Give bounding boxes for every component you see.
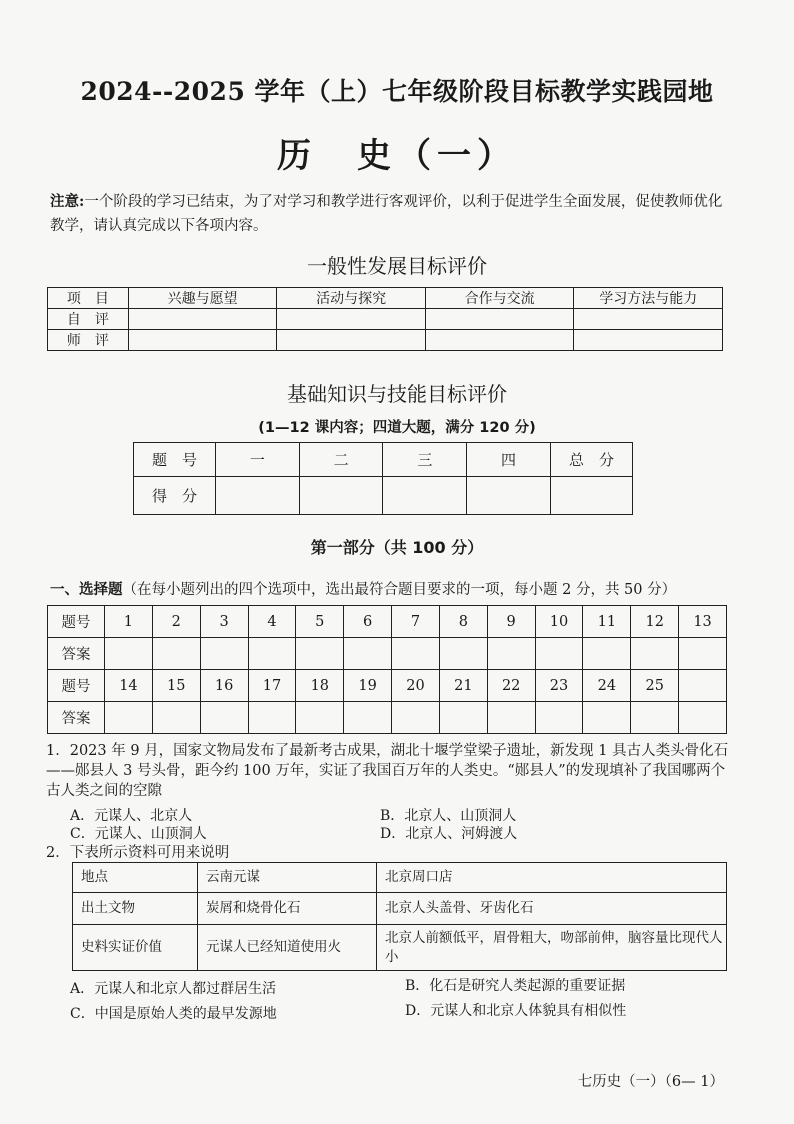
question-number-cell: 19 xyxy=(344,670,392,702)
basic-eval-subheading: (1—12 课内容；四道大题，满分 120 分) xyxy=(258,420,536,436)
answer-cell[interactable] xyxy=(392,702,440,734)
section1-note: （在每小题列出的四个选项中，选出最符合题目要求的一项，每小题 2 分，共 50 分） xyxy=(122,582,677,598)
answer-cell[interactable] xyxy=(487,702,535,734)
question-number-cell: 14 xyxy=(105,670,153,702)
row-label: 题号 xyxy=(48,670,105,702)
table-cell: 北京人头盖骨、牙齿化石 xyxy=(377,893,727,925)
question-number-cell: 3 xyxy=(200,606,248,638)
q2-option-a[interactable]: A．元谋人和北京人都过群居生活 xyxy=(70,981,277,997)
header-cell: 题 号 xyxy=(134,443,216,477)
notice-text: 一个阶段的学习已结束，为了对学习和教学进行客观评价，以利于促进学生全面发展，促使教师优化教学，请认真完成以下各项内容。 xyxy=(50,194,723,234)
question-number-cell: 8 xyxy=(439,606,487,638)
question-1 xyxy=(46,741,736,801)
score-cell[interactable] xyxy=(128,309,277,330)
answer-cell[interactable] xyxy=(152,638,200,670)
table-row xyxy=(48,330,723,351)
table-cell: 北京周口店 xyxy=(377,863,727,893)
score-cell[interactable] xyxy=(550,477,632,515)
header-cell: 三 xyxy=(383,443,467,477)
row-label: 题号 xyxy=(48,606,105,638)
row-label: 得 分 xyxy=(134,477,216,515)
score-cell[interactable] xyxy=(299,477,383,515)
table-cell: 地点 xyxy=(73,863,198,893)
header-cell: 项 目 xyxy=(48,288,129,309)
q1-option-a[interactable]: A．元谋人、北京人 xyxy=(70,808,193,824)
answer-cell[interactable] xyxy=(296,638,344,670)
answer-cell[interactable] xyxy=(439,702,487,734)
row-label: 师 评 xyxy=(48,330,129,351)
general-eval-heading: 一般性发展目标评价 xyxy=(307,254,487,278)
table-row xyxy=(73,925,727,971)
answer-cell[interactable] xyxy=(344,702,392,734)
answer-cell[interactable] xyxy=(152,702,200,734)
question-number-cell: 5 xyxy=(296,606,344,638)
score-cell[interactable] xyxy=(467,477,551,515)
table-cell: 炭屑和烧骨化石 xyxy=(198,893,377,925)
header-cell: 兴趣与愿望 xyxy=(128,288,277,309)
question-2-stem: 2．下表所示资料可用来说明 xyxy=(46,845,230,861)
question-1-stem: 1．2023 年 9 月，国家文物局发布了最新考古成果，湖北十堰学堂梁子遗址，新发现 1 具古人类头骨化石——郧县人 3 号头骨，距今约 100 万年，实证了我国百万年的人类史。“郧县人”的发现填补了我国哪两个古人类之间的空隙 xyxy=(46,743,729,799)
notice-label: 注意: xyxy=(50,193,85,210)
q1-option-d[interactable]: D．北京人、河姆渡人 xyxy=(380,826,518,842)
q2-option-d[interactable]: D．元谋人和北京人体貌具有相似性 xyxy=(405,1003,627,1019)
subject-title: 历 史（一） xyxy=(277,136,517,176)
basic-eval-heading: 基础知识与技能目标评价 xyxy=(287,382,507,406)
table-cell: 北京人前额低平，眉骨粗大，吻部前伸，脑容量比现代人小 xyxy=(377,925,727,971)
header-cell: 合作与交流 xyxy=(425,288,574,309)
table-row xyxy=(48,606,727,638)
answer-grid xyxy=(47,605,727,734)
answer-cell[interactable] xyxy=(583,638,631,670)
score-cell[interactable] xyxy=(574,309,723,330)
q2-source-table xyxy=(72,862,727,971)
table-cell: 云南元谋 xyxy=(198,863,377,893)
score-cell[interactable] xyxy=(277,330,426,351)
answer-cell[interactable] xyxy=(583,702,631,734)
question-number-cell: 15 xyxy=(152,670,200,702)
question-number-cell: 2 xyxy=(152,606,200,638)
table-cell: 元谋人已经知道使用火 xyxy=(198,925,377,971)
table-row xyxy=(48,670,727,702)
question-number-cell: 11 xyxy=(583,606,631,638)
table-row xyxy=(73,863,727,893)
answer-cell[interactable] xyxy=(535,702,583,734)
score-table xyxy=(133,442,633,515)
question-number-cell: 9 xyxy=(487,606,535,638)
header-cell: 总 分 xyxy=(550,443,632,477)
question-number-cell: 21 xyxy=(439,670,487,702)
answer-cell[interactable] xyxy=(105,638,153,670)
question-number-cell: 7 xyxy=(392,606,440,638)
question-number-cell xyxy=(679,670,727,702)
answer-cell[interactable] xyxy=(248,638,296,670)
page-footer: 七历史（一）（6— 1） xyxy=(577,1074,724,1090)
table-cell: 出土文物 xyxy=(73,893,198,925)
notice xyxy=(50,190,730,238)
score-cell[interactable] xyxy=(277,309,426,330)
answer-cell[interactable] xyxy=(631,638,679,670)
score-cell[interactable] xyxy=(425,330,574,351)
exam-title: 2024--2025 学年（上）七年级阶段目标教学实践园地 xyxy=(80,77,714,106)
header-cell: 二 xyxy=(299,443,383,477)
question-number-cell: 23 xyxy=(535,670,583,702)
question-number-cell: 13 xyxy=(679,606,727,638)
answer-cell[interactable] xyxy=(200,638,248,670)
table-row xyxy=(134,443,633,477)
q1-option-c[interactable]: C．元谋人、山顶洞人 xyxy=(70,826,207,842)
table-cell: 史料实证价值 xyxy=(73,925,198,971)
answer-cell[interactable] xyxy=(439,638,487,670)
answer-cell[interactable] xyxy=(487,638,535,670)
answer-cell[interactable] xyxy=(679,702,727,734)
question-number-cell: 12 xyxy=(631,606,679,638)
question-number-cell: 20 xyxy=(392,670,440,702)
answer-cell[interactable] xyxy=(248,702,296,734)
header-cell: 学习方法与能力 xyxy=(574,288,723,309)
answer-cell[interactable] xyxy=(296,702,344,734)
answer-cell[interactable] xyxy=(105,702,153,734)
question-number-cell: 24 xyxy=(583,670,631,702)
table-row xyxy=(134,477,633,515)
answer-cell[interactable] xyxy=(344,638,392,670)
header-cell: 活动与探究 xyxy=(277,288,426,309)
question-number-cell: 16 xyxy=(200,670,248,702)
answer-cell[interactable] xyxy=(679,638,727,670)
score-cell[interactable] xyxy=(128,330,277,351)
question-number-cell: 18 xyxy=(296,670,344,702)
question-number-cell: 1 xyxy=(105,606,153,638)
answer-cell[interactable] xyxy=(200,702,248,734)
general-eval-table xyxy=(47,287,723,351)
header-cell: 四 xyxy=(467,443,551,477)
row-label: 答案 xyxy=(48,702,105,734)
question-number-cell: 17 xyxy=(248,670,296,702)
score-cell[interactable] xyxy=(425,309,574,330)
part1-heading: 第一部分（共 100 分） xyxy=(310,538,484,557)
table-row xyxy=(48,309,723,330)
score-cell[interactable] xyxy=(216,477,300,515)
header-cell: 一 xyxy=(216,443,300,477)
table-row xyxy=(73,893,727,925)
row-label: 自 评 xyxy=(48,309,129,330)
section1-header xyxy=(50,578,750,599)
question-number-cell: 6 xyxy=(344,606,392,638)
table-row xyxy=(48,702,727,734)
question-number-cell: 10 xyxy=(535,606,583,638)
table-row xyxy=(48,288,723,309)
answer-cell[interactable] xyxy=(631,702,679,734)
answer-cell[interactable] xyxy=(535,638,583,670)
question-number-cell: 25 xyxy=(631,670,679,702)
row-label: 答案 xyxy=(48,638,105,670)
section1-title: 一、选择题 xyxy=(50,582,123,598)
q2-option-c[interactable]: C．中国是原始人类的最早发源地 xyxy=(70,1006,277,1022)
table-row xyxy=(48,638,727,670)
answer-cell[interactable] xyxy=(392,638,440,670)
q2-option-b[interactable]: B．化石是研究人类起源的重要证据 xyxy=(405,978,626,994)
question-number-cell: 4 xyxy=(248,606,296,638)
q1-option-b[interactable]: B．北京人、山顶洞人 xyxy=(380,808,517,824)
question-number-cell: 22 xyxy=(487,670,535,702)
score-cell[interactable] xyxy=(383,477,467,515)
score-cell[interactable] xyxy=(574,330,723,351)
